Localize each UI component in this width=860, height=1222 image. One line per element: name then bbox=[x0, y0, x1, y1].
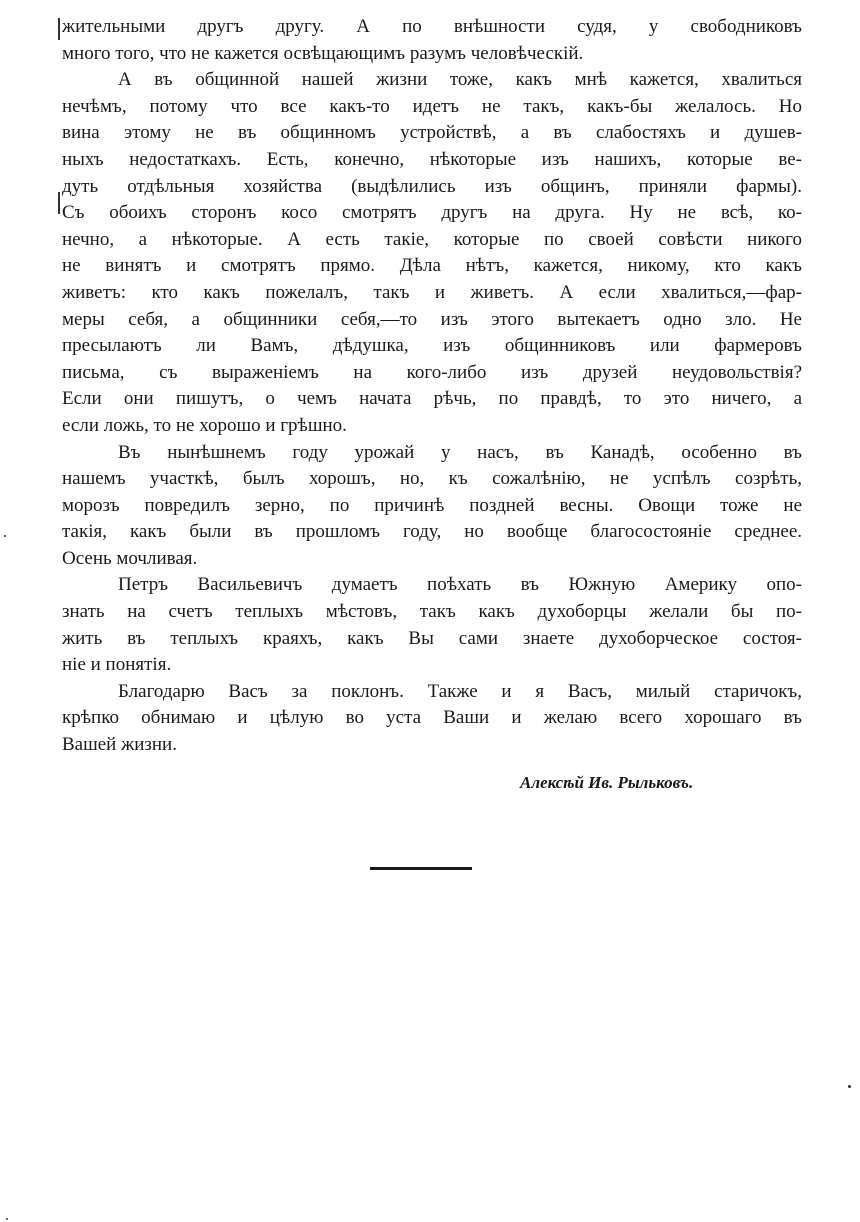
text-line: пресылаютъ ли Вамъ, дѣдушка, изъ общинниковъ или фармеровъ bbox=[62, 335, 802, 357]
text-line: жить въ теплыхъ краяхъ, какъ Вы сами знаете духоборческое состоя- bbox=[62, 627, 802, 649]
text-line: не винятъ и смотрятъ прямо. Дѣла нѣтъ, кажется, никому, кто какъ bbox=[62, 255, 802, 277]
page-speck bbox=[848, 1085, 851, 1088]
text-line: Если они пишутъ, о чемъ начата рѣчь, по правдѣ, то это ничего, а bbox=[62, 388, 802, 410]
text-line: ныхъ недостаткахъ. Есть, конечно, нѣкоторые изъ нашихъ, которые ве- bbox=[62, 148, 802, 170]
text-line: крѣпко обнимаю и цѣлую во уста Ваши и желаю всего хорошаго въ bbox=[62, 707, 802, 729]
text-line: дуть отдѣльныя хозяйства (выдѣлились изъ общинъ, приняли фармы). bbox=[62, 175, 802, 197]
text-line: такія, какъ были въ прошломъ году, но вообще благосостояніе среднее. bbox=[62, 521, 802, 543]
text-line: морозъ повредилъ зерно, по причинѣ поздней весны. Овощи тоже не bbox=[62, 494, 802, 516]
text-line: ніе и понятія. bbox=[62, 654, 172, 676]
text-line: Вашей жизни. bbox=[62, 734, 177, 756]
text-line: если ложь, то не хорошо и грѣшно. bbox=[62, 414, 347, 436]
text-line: Петръ Васильевичъ думаетъ поѣхать въ Южную Америку опо- bbox=[118, 574, 802, 596]
page-speck bbox=[6, 1218, 8, 1220]
text-line: Съ обоихъ сторонъ косо смотрятъ другъ на друга. Ну не всѣ, ко- bbox=[62, 202, 802, 224]
text-line: нечно, а нѣкоторые. А есть такіе, которые по своей совѣсти никого bbox=[62, 228, 802, 250]
text-line: нашемъ участкѣ, былъ хорошъ, но, къ сожалѣнію, не успѣлъ созрѣть, bbox=[62, 468, 802, 490]
text-line: знать на счетъ теплыхъ мѣстовъ, такъ какъ духоборцы желали бы по- bbox=[62, 601, 802, 623]
text-line: живетъ: кто какъ пожелалъ, такъ и живетъ. А если хвалиться,—фар- bbox=[62, 281, 802, 303]
margin-mark bbox=[58, 18, 60, 40]
text-line: Осень мочливая. bbox=[62, 547, 198, 569]
signature: Алексѣй Ив. Рыльковъ. bbox=[520, 773, 694, 792]
text-line: Благодарю Васъ за поклонъ. Также и я Васъ, милый старичокъ, bbox=[118, 680, 802, 702]
text-line: Въ нынѣшнемъ году урожай у насъ, въ Канадѣ, особенно въ bbox=[118, 441, 802, 463]
text-line: жительными другъ другу. А по внѣшности судя, у свободниковъ bbox=[62, 16, 802, 37]
text-line: нечѣмъ, потому что все какъ-то идетъ не такъ, какъ-бы желалось. Но bbox=[62, 95, 802, 117]
margin-mark bbox=[58, 192, 60, 214]
section-divider bbox=[370, 867, 472, 870]
page-speck bbox=[4, 535, 6, 537]
text-line: А въ общинной нашей жизни тоже, какъ мнѣ кажется, хвалиться bbox=[118, 69, 802, 91]
letter-body bbox=[62, 14, 802, 759]
text-line: письма, съ выраженіемъ на кого-либо изъ друзей неудовольствія? bbox=[62, 361, 802, 383]
text-line: много того, что не кажется освѣщающимъ разумъ человѣческій. bbox=[62, 42, 584, 64]
text-line: меры себя, а общинники себя,—то изъ этого вытекаетъ одно зло. Не bbox=[62, 308, 802, 330]
text-line: вина этому не въ общинномъ устройствѣ, а въ слабостяхъ и душев- bbox=[62, 122, 802, 144]
